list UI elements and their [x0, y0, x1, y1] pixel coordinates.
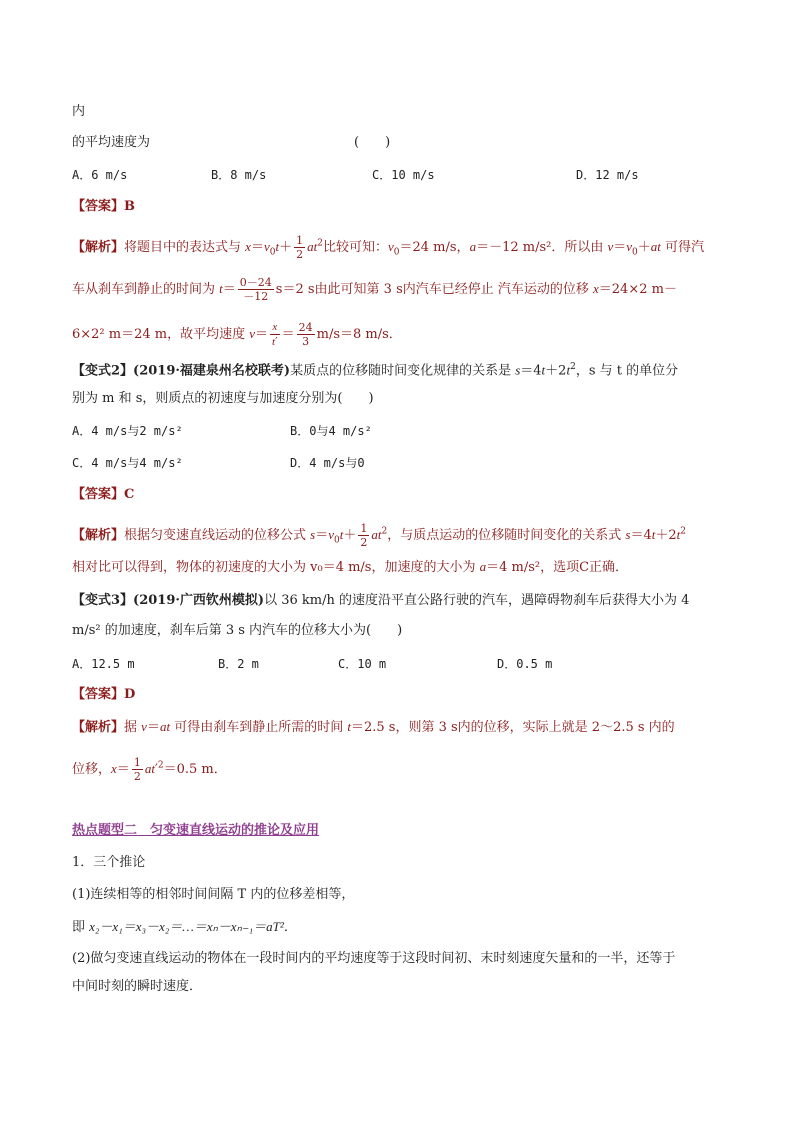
q2-answer: 【答案】C: [72, 487, 135, 502]
q3-analysis-line-1: 【解析】据 v＝at 可得由刹车到静止所需的时间 t＝2.5 s，则第 3 s内的位移，实际上就是 2～2.5 s 内的: [72, 719, 675, 735]
section-p1: 1．三个推论: [72, 855, 146, 870]
q3-option-d: D．0.5 m: [497, 657, 553, 671]
intro-text: 的平均速度为: [72, 135, 151, 150]
q3-analysis-line-2: 位移，x＝ $\frac{1}{2}$ $at'^2=0.5$ m．: [72, 756, 227, 783]
q3-line-1: 【变式3】(2019·广西钦州模拟)以 36 km/h 的速度沿平直公路行驶的汽车，遇障碍物刹车后获得大小为 4: [72, 593, 690, 608]
q2-analysis-line-2: 相对比可以得到，物体的初速度的大小为 v₀＝4 m/s，加速度的大小为 a＝4 m/s²，选项C正确．: [72, 559, 629, 575]
q2-analysis-line-1: 【解析】根据匀变速直线运动的位移公式 $s=v_0t+$ $\frac{1}{2}$ $at^2$，与质点运动的位移随时间变化的关系式 $s=4t+2t^2$: [72, 522, 686, 549]
q3-option-b: B．2 m: [218, 657, 259, 671]
q3-answer: 【答案】D: [72, 687, 136, 702]
section-p3: 即 x₂－x₁＝x₃－x₂＝…＝xₙ－xₙ₋₁＝aT²．: [72, 919, 297, 935]
q3-option-a: A．12.5 m: [72, 657, 135, 671]
q2-line-2: 别为 m 和 s，则质点的初速度与加速度分别为( ): [72, 391, 374, 406]
q1-analysis-line-3: 6×2² m＝24 m，故平均速度 v＝ $\frac{x}{t'}$ ＝ $\frac{24}{3}$ m/s＝8 m/s．: [72, 321, 402, 348]
q1-analysis-line-2: 车从刹车到静止的时间为 t＝ $\frac{0-24}{-12}$ s＝2 s由此可知第 3 s内汽车已经停止 汽车运动的位移 x＝24×2 m－: [72, 276, 677, 303]
answer-paren: ( ): [354, 135, 391, 150]
intro-line-2: [72, 134, 150, 152]
q1-option-c: C．10 m/s: [372, 168, 435, 182]
section-heading: 热点题型二 匀变速直线运动的推论及应用: [72, 823, 320, 838]
time-fraction: $\frac{0-24}{-12}$: [239, 276, 272, 303]
q2-option-a: A．4 m/s与2 m/s²: [72, 424, 183, 438]
q1-answer: 【答案】B: [72, 199, 135, 214]
section-p2: (1)连续相等的相邻时间间隔 T 内的位移差相等，: [72, 887, 355, 902]
q1-option-b: B．8 m/s: [211, 168, 267, 182]
formula: x₂－x₁＝x₃－x₂＝…＝xₙ－xₙ₋₁＝aT²．: [89, 919, 297, 934]
q1-analysis-line-1: 【解析】将题目中的表达式与 $x=v_0t+$ $\frac{1}{2}$ $at^2$比较可知：$v_0=24$ m/s，a＝－12 m/s²．所以由 $v=v_0+at$ 可得汽: [72, 234, 705, 261]
q1-option-d: D．12 m/s: [576, 168, 639, 182]
intro-line-1: 内: [72, 104, 86, 119]
q3-option-c: C．10 m: [338, 657, 387, 671]
variant-tag: 【变式2】: [72, 363, 134, 379]
section-p5: 中间时刻的瞬时速度．: [72, 979, 203, 994]
section-p4: (2)做匀变速直线运动的物体在一段时间内的平均速度等于这段时间初、末时刻速度矢量和的一半，还等于: [72, 951, 676, 966]
q2-option-d: D．4 m/s与0: [290, 456, 365, 470]
q3-line-2: m/s² 的加速度，刹车后第 3 s 内汽车的位移大小为( ): [72, 623, 403, 638]
q2-line-1: 【变式2】(2019·福建泉州名校联考)某质点的位移随时间变化规律的关系是 $s=4t+2t^2$，s 与 t 的单位分: [72, 362, 679, 379]
analysis-tag: 【解析】: [72, 240, 125, 255]
q1-option-a: A．6 m/s: [72, 168, 128, 182]
q2-option-c: C．4 m/s与4 m/s²: [72, 456, 183, 470]
q2-option-b: B．0与4 m/s²: [290, 424, 372, 438]
